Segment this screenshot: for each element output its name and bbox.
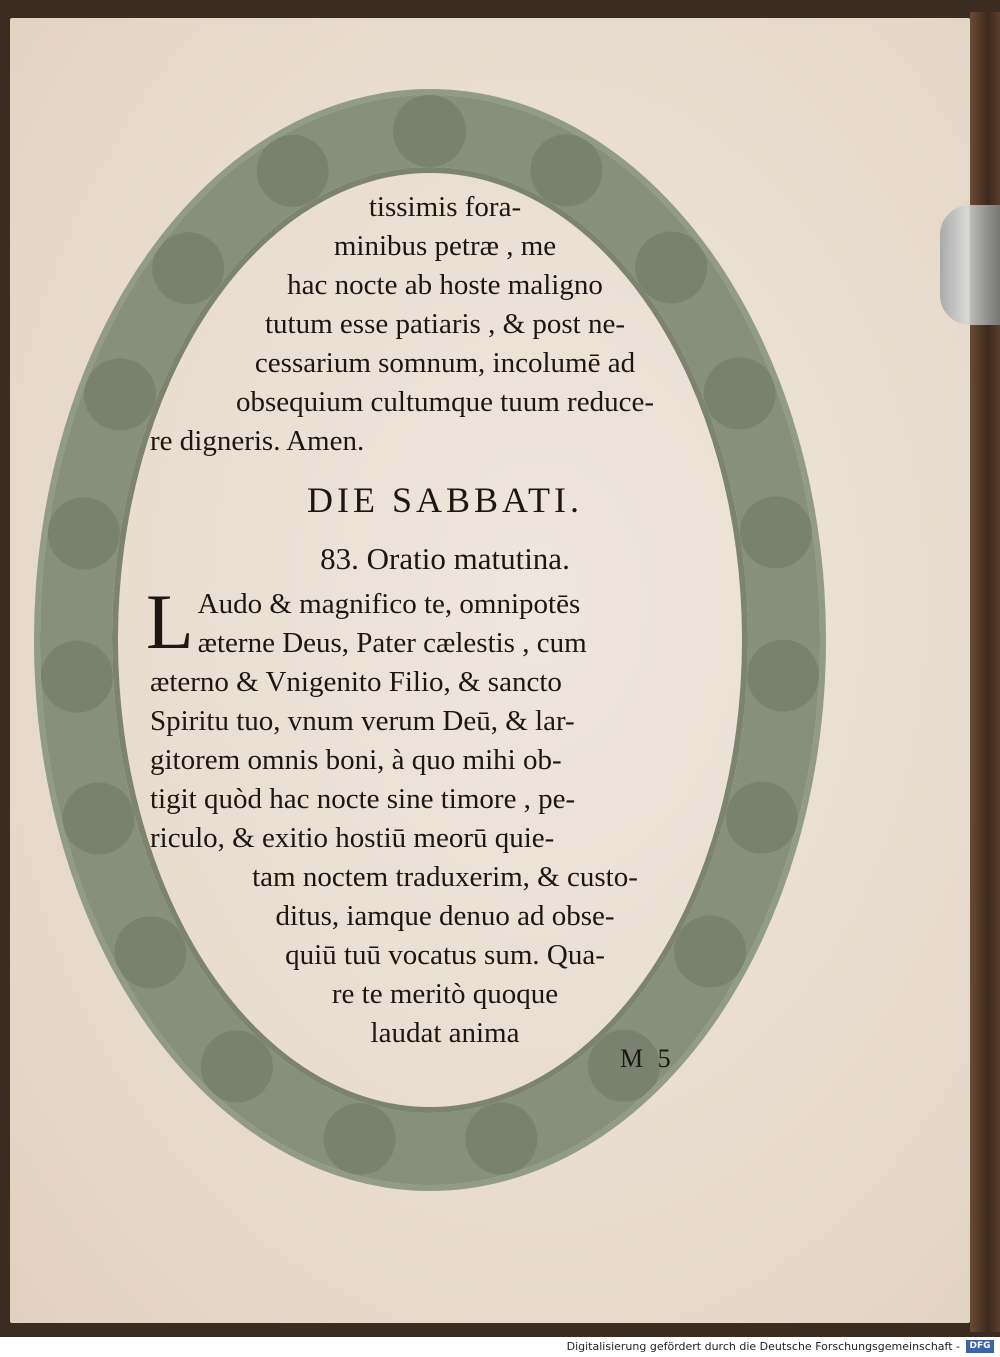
footer-credit: Digitalisierung gefördert durch die Deutsche Forschungsgemeinschaft - <box>566 1340 960 1353</box>
text-line: minibus petræ , me <box>333 230 557 262</box>
text-line: tigit quòd hac nocte sine timore , pe- <box>150 783 576 815</box>
page-text <box>146 188 740 1053</box>
dfg-logo-icon: DFG <box>966 1340 994 1353</box>
prayer-title: 83. Oratio matutina. <box>320 541 570 576</box>
text-line: tissimis fora- <box>368 191 522 223</box>
section-heading: DIE SABBATI. <box>306 480 583 520</box>
text-line: re digneris. Amen. <box>150 425 365 457</box>
signature-mark: M 5 <box>620 1044 675 1073</box>
text-line: hac nocte ab hoste maligno <box>287 269 603 301</box>
text-line: gitorem omnis boni, à quo mihi ob- <box>150 744 562 776</box>
prayer-body <box>146 578 740 1053</box>
text-line: ditus, iamque denuo ad obse- <box>275 900 615 932</box>
text-line: cessarium somnum, incolumē ad <box>254 347 636 379</box>
text-line: Spiritu tuo, vnum verum Deū, & lar- <box>150 705 575 737</box>
drop-cap-initial: L <box>146 578 194 665</box>
text-line: re te meritò quoque <box>331 978 559 1010</box>
text-line: riculo, & exitio hostiū meorū quie- <box>150 822 555 854</box>
text-line: tutum esse patiaris , & post ne- <box>264 308 626 340</box>
text-line: æterno & Vnigenito Filio, & sancto <box>150 666 562 698</box>
text-line: æterne Deus, Pater cælestis , cum <box>197 627 587 659</box>
text-line: obsequium cultumque tuum reduce- <box>236 386 654 418</box>
digitization-footer <box>0 1337 1000 1357</box>
text-line: quiū tuū vocatus sum. Qua- <box>285 939 605 971</box>
text-line: Audo & magnifico te, omnipotēs <box>197 588 581 620</box>
text-line: tam noctem traduxerim, & custo- <box>252 861 638 893</box>
page-clip <box>940 205 1000 325</box>
text-line: laudat anima <box>370 1017 520 1049</box>
